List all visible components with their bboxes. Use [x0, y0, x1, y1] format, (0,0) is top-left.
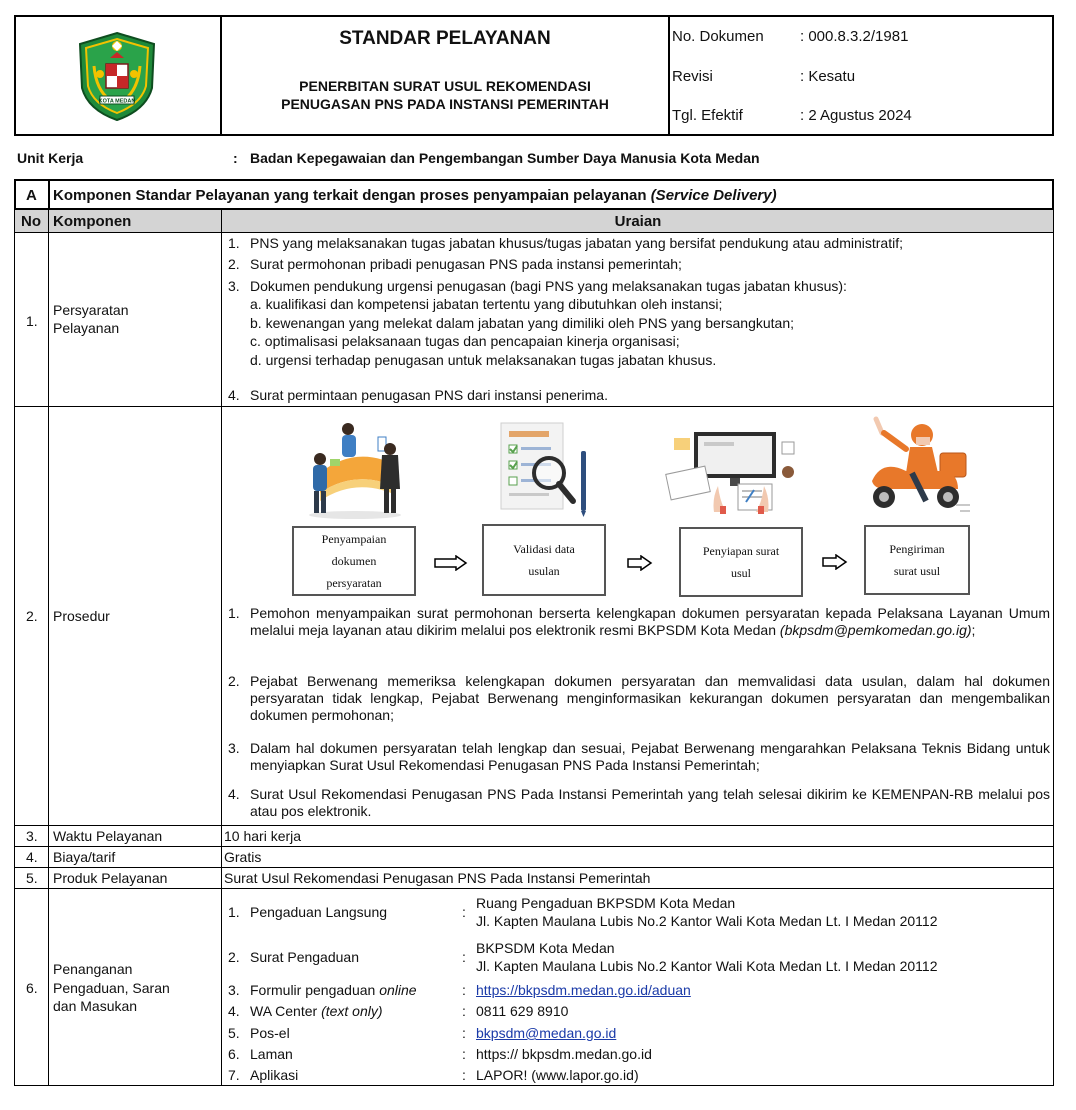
uraian-value: 10 hari kerja: [224, 828, 302, 844]
kota-medan-logo: [76, 30, 158, 122]
procedure-step: [250, 605, 1050, 639]
row-divider: [14, 888, 1054, 889]
channel-label: [250, 1003, 383, 1020]
document-check-icon: [497, 421, 593, 519]
procedure-step-text: Pemohon menyampaikan surat permohonan berserta kelengkapan dokumen persyaratan kepada Pelaksana Layanan Umum melalui meja layanan atau dikirim melalui pos elektronik resmi BKPSDM Kota Medan: [250, 605, 1050, 638]
procedure-step: Surat Usul Rekomendasi Penugasan PNS Pada Instansi Pemerintah yang telah selesai dikirim ke KEMENPAN-RB melalui pos atau pos elektronik.: [250, 786, 1050, 819]
list-number: 2.: [228, 673, 240, 689]
komponen-label: Waktu Pelayanan: [53, 828, 163, 844]
meta-label: No. Dokumen: [672, 28, 764, 45]
list-number: 1.: [228, 235, 240, 251]
channel-colon: :: [462, 982, 466, 998]
list-number: 6.: [228, 1046, 240, 1062]
row-number: 1.: [26, 313, 38, 329]
komponen-label: Pelayanan: [53, 320, 120, 336]
row-number: 6.: [26, 980, 38, 996]
flow-step-text: surat usul: [893, 564, 941, 578]
row-divider: [14, 825, 1054, 826]
procedure-step: Pejabat Berwenang memeriksa kelengkapan dokumen persyaratan dan memvalidasi data usulan, dalam hal dokumen persyaratan tidak lengkap, Pejabat Berwenang menginformasikan kekurangan dokumen persyaratan dan mengembalikan dokumen permohonan;: [250, 673, 1050, 723]
meta-value: : 2 Agustus 2024: [800, 107, 912, 124]
flow-step-text: Penyampaian: [321, 532, 387, 546]
list-item: Surat permohonan pribadi penugasan PNS pada instansi pemerintah;: [250, 256, 682, 272]
header-divider: [668, 15, 670, 136]
channel-value: Ruang Pengaduan BKPSDM Kota Medan: [476, 895, 736, 911]
column-divider: [221, 210, 222, 1086]
flow-step-text: Pengiriman: [889, 542, 945, 556]
komponen-label: Biaya/tarif: [53, 849, 116, 865]
computer-workspace-icon: [660, 428, 800, 514]
flow-step: [679, 527, 803, 597]
channel-colon: :: [462, 1003, 466, 1019]
flow-step: [482, 524, 606, 596]
list-number: 5.: [228, 1025, 240, 1041]
row-number: 3.: [26, 828, 38, 844]
meta-value: : 000.8.3.2/1981: [800, 28, 909, 45]
komponen-label: dan Masukan: [53, 998, 138, 1014]
sub-list-item: d. urgensi terhadap penugasan untuk melaksanakan tugas jabatan khusus.: [250, 352, 717, 368]
channel-label: Laman: [250, 1046, 293, 1062]
complaint-form-link[interactable]: https://bkpsdm.medan.go.id/aduan: [476, 982, 691, 998]
meta-label: Tgl. Efektif: [672, 107, 743, 124]
list-item: PNS yang melaksanakan tugas jabatan khusus/tugas jabatan yang bersifat pendukung atau administratif;: [250, 235, 903, 251]
row-number: 2.: [26, 608, 38, 624]
komponen-label: Produk Pelayanan: [53, 870, 168, 886]
komponen-label: Persyaratan: [53, 302, 129, 318]
flow-step-text: Validasi data: [513, 542, 575, 556]
channel-label: Pos-el: [250, 1025, 290, 1041]
application-value: LAPOR! (www.lapor.go.id): [476, 1067, 639, 1083]
list-number: 1.: [228, 904, 240, 920]
list-item: Dokumen pendukung urgensi penugasan (bagi PNS yang melaksanakan tugas jabatan khusus):: [250, 278, 847, 294]
column-header-uraian: Uraian: [614, 213, 662, 230]
channel-value: 0811 629 8910: [476, 1003, 569, 1019]
procedure-step-email: (bkpsdm@pemkomedan.go.ig): [779, 622, 972, 638]
page-title: STANDAR PELAYANAN: [339, 28, 551, 49]
flow-step-text: usul: [730, 566, 751, 580]
komponen-label: Penanganan: [53, 961, 133, 977]
row-divider: [14, 867, 1054, 868]
list-number: 3.: [228, 982, 240, 998]
row-divider: [14, 406, 1054, 407]
document-subtitle: PENERBITAN SURAT USUL REKOMENDASI: [299, 78, 591, 94]
section-title-text: Komponen Standar Pelayanan yang terkait dengan proses penyampaian pelayanan: [53, 187, 647, 204]
channel-colon: :: [462, 949, 466, 965]
list-number: 3.: [228, 278, 240, 294]
channel-value: BKPSDM Kota Medan: [476, 940, 615, 956]
channel-colon: :: [462, 904, 466, 920]
list-number: 7.: [228, 1067, 240, 1083]
row-number: 5.: [26, 870, 38, 886]
sub-list-item: b. kewenangan yang melekat dalam jabatan yang dimiliki oleh PNS yang bersangkutan;: [250, 315, 795, 331]
channel-label: Surat Pengaduan: [250, 949, 359, 965]
channel-colon: :: [462, 1067, 466, 1083]
website-url[interactable]: https:// bkpsdm.medan.go.id: [476, 1046, 652, 1062]
channel-label-italic: (text only): [321, 1003, 383, 1019]
channel-label: Pengaduan Langsung: [250, 904, 388, 920]
section-title: [53, 187, 777, 204]
document-subtitle: PENUGASAN PNS PADA INSTANSI PEMERINTAH: [281, 96, 609, 112]
flow-arrow-icon: [434, 555, 468, 574]
section-letter: A: [26, 187, 37, 204]
flow-step: [864, 525, 970, 595]
channel-label-text: Formulir pengaduan: [250, 982, 376, 998]
channel-value: Jl. Kapten Maulana Lubis No.2 Kantor Wali Kota Medan Lt. I Medan 20112: [476, 958, 938, 974]
delivery-scooter-icon: [862, 415, 972, 519]
service-desk-icon: [300, 415, 410, 521]
list-number: 2.: [228, 949, 240, 965]
channel-colon: :: [462, 1046, 466, 1062]
channel-label: [250, 982, 417, 999]
meta-value: : Kesatu: [800, 68, 856, 85]
column-header-no: No: [21, 213, 41, 230]
procedure-step: Dalam hal dokumen persyaratan telah lengkap dan sesuai, Pejabat Berwenang mengarahkan Pelaksana Teknis Bidang untuk menyiapkan Surat Usul Rekomendasi Penugasan PNS Pada Instansi Pemerintah;: [250, 740, 1050, 773]
row-divider: [14, 846, 1054, 847]
channel-label-italic: online: [379, 982, 417, 998]
unit-kerja-value: Badan Kepegawaian dan Pengembangan Sumber Daya Manusia Kota Medan: [250, 150, 760, 166]
list-number: 3.: [228, 740, 240, 756]
komponen-label: Pengaduan, Saran: [53, 980, 170, 996]
unit-kerja-label: Unit Kerja: [17, 150, 84, 166]
meta-label: Revisi: [672, 68, 713, 85]
uraian-value: Gratis: [224, 849, 262, 865]
email-link[interactable]: bkpsdm@medan.go.id: [476, 1025, 617, 1041]
svg-text:KOTA MEDAN: KOTA MEDAN: [98, 98, 136, 105]
row-number: 4.: [26, 849, 38, 865]
column-divider: [48, 210, 49, 1086]
flow-step-text: usulan: [528, 564, 560, 578]
channel-label-text: WA Center: [250, 1003, 318, 1019]
list-number: 4.: [228, 1003, 240, 1019]
sub-list-item: a. kualifikasi dan kompetensi jabatan tertentu yang dibutuhkan oleh instansi;: [250, 296, 723, 312]
section-title-italic: (Service Delivery): [650, 187, 777, 204]
list-item: Surat permintaan penugasan PNS dari instansi penerima.: [250, 387, 608, 403]
column-header-komponen: Komponen: [53, 213, 132, 230]
channel-value: Jl. Kapten Maulana Lubis No.2 Kantor Wali Kota Medan Lt. I Medan 20112: [476, 913, 938, 929]
channel-colon: :: [462, 1025, 466, 1041]
flow-step-text: Penyiapan surat: [702, 544, 780, 558]
unit-kerja-colon: :: [233, 150, 238, 166]
list-number: 2.: [228, 256, 240, 272]
divider: [48, 179, 50, 210]
procedure-step-tail: ;: [971, 622, 976, 638]
flow-step-text: dokumen: [331, 554, 377, 568]
list-number: 1.: [228, 605, 240, 621]
uraian-value: Surat Usul Rekomendasi Penugasan PNS Pada Instansi Pemerintah: [224, 870, 651, 886]
flow-arrow-icon: [627, 555, 653, 574]
channel-label: Aplikasi: [250, 1067, 299, 1083]
flow-step: [292, 526, 416, 596]
sub-list-item: c. optimalisasi pelaksanaan tugas dan pencapaian kinerja organisasi;: [250, 333, 680, 349]
list-number: 4.: [228, 786, 240, 802]
flow-step-text: persyaratan: [326, 576, 382, 590]
list-number: 4.: [228, 387, 240, 403]
flow-arrow-icon: [822, 554, 848, 573]
komponen-label: Prosedur: [53, 608, 110, 624]
